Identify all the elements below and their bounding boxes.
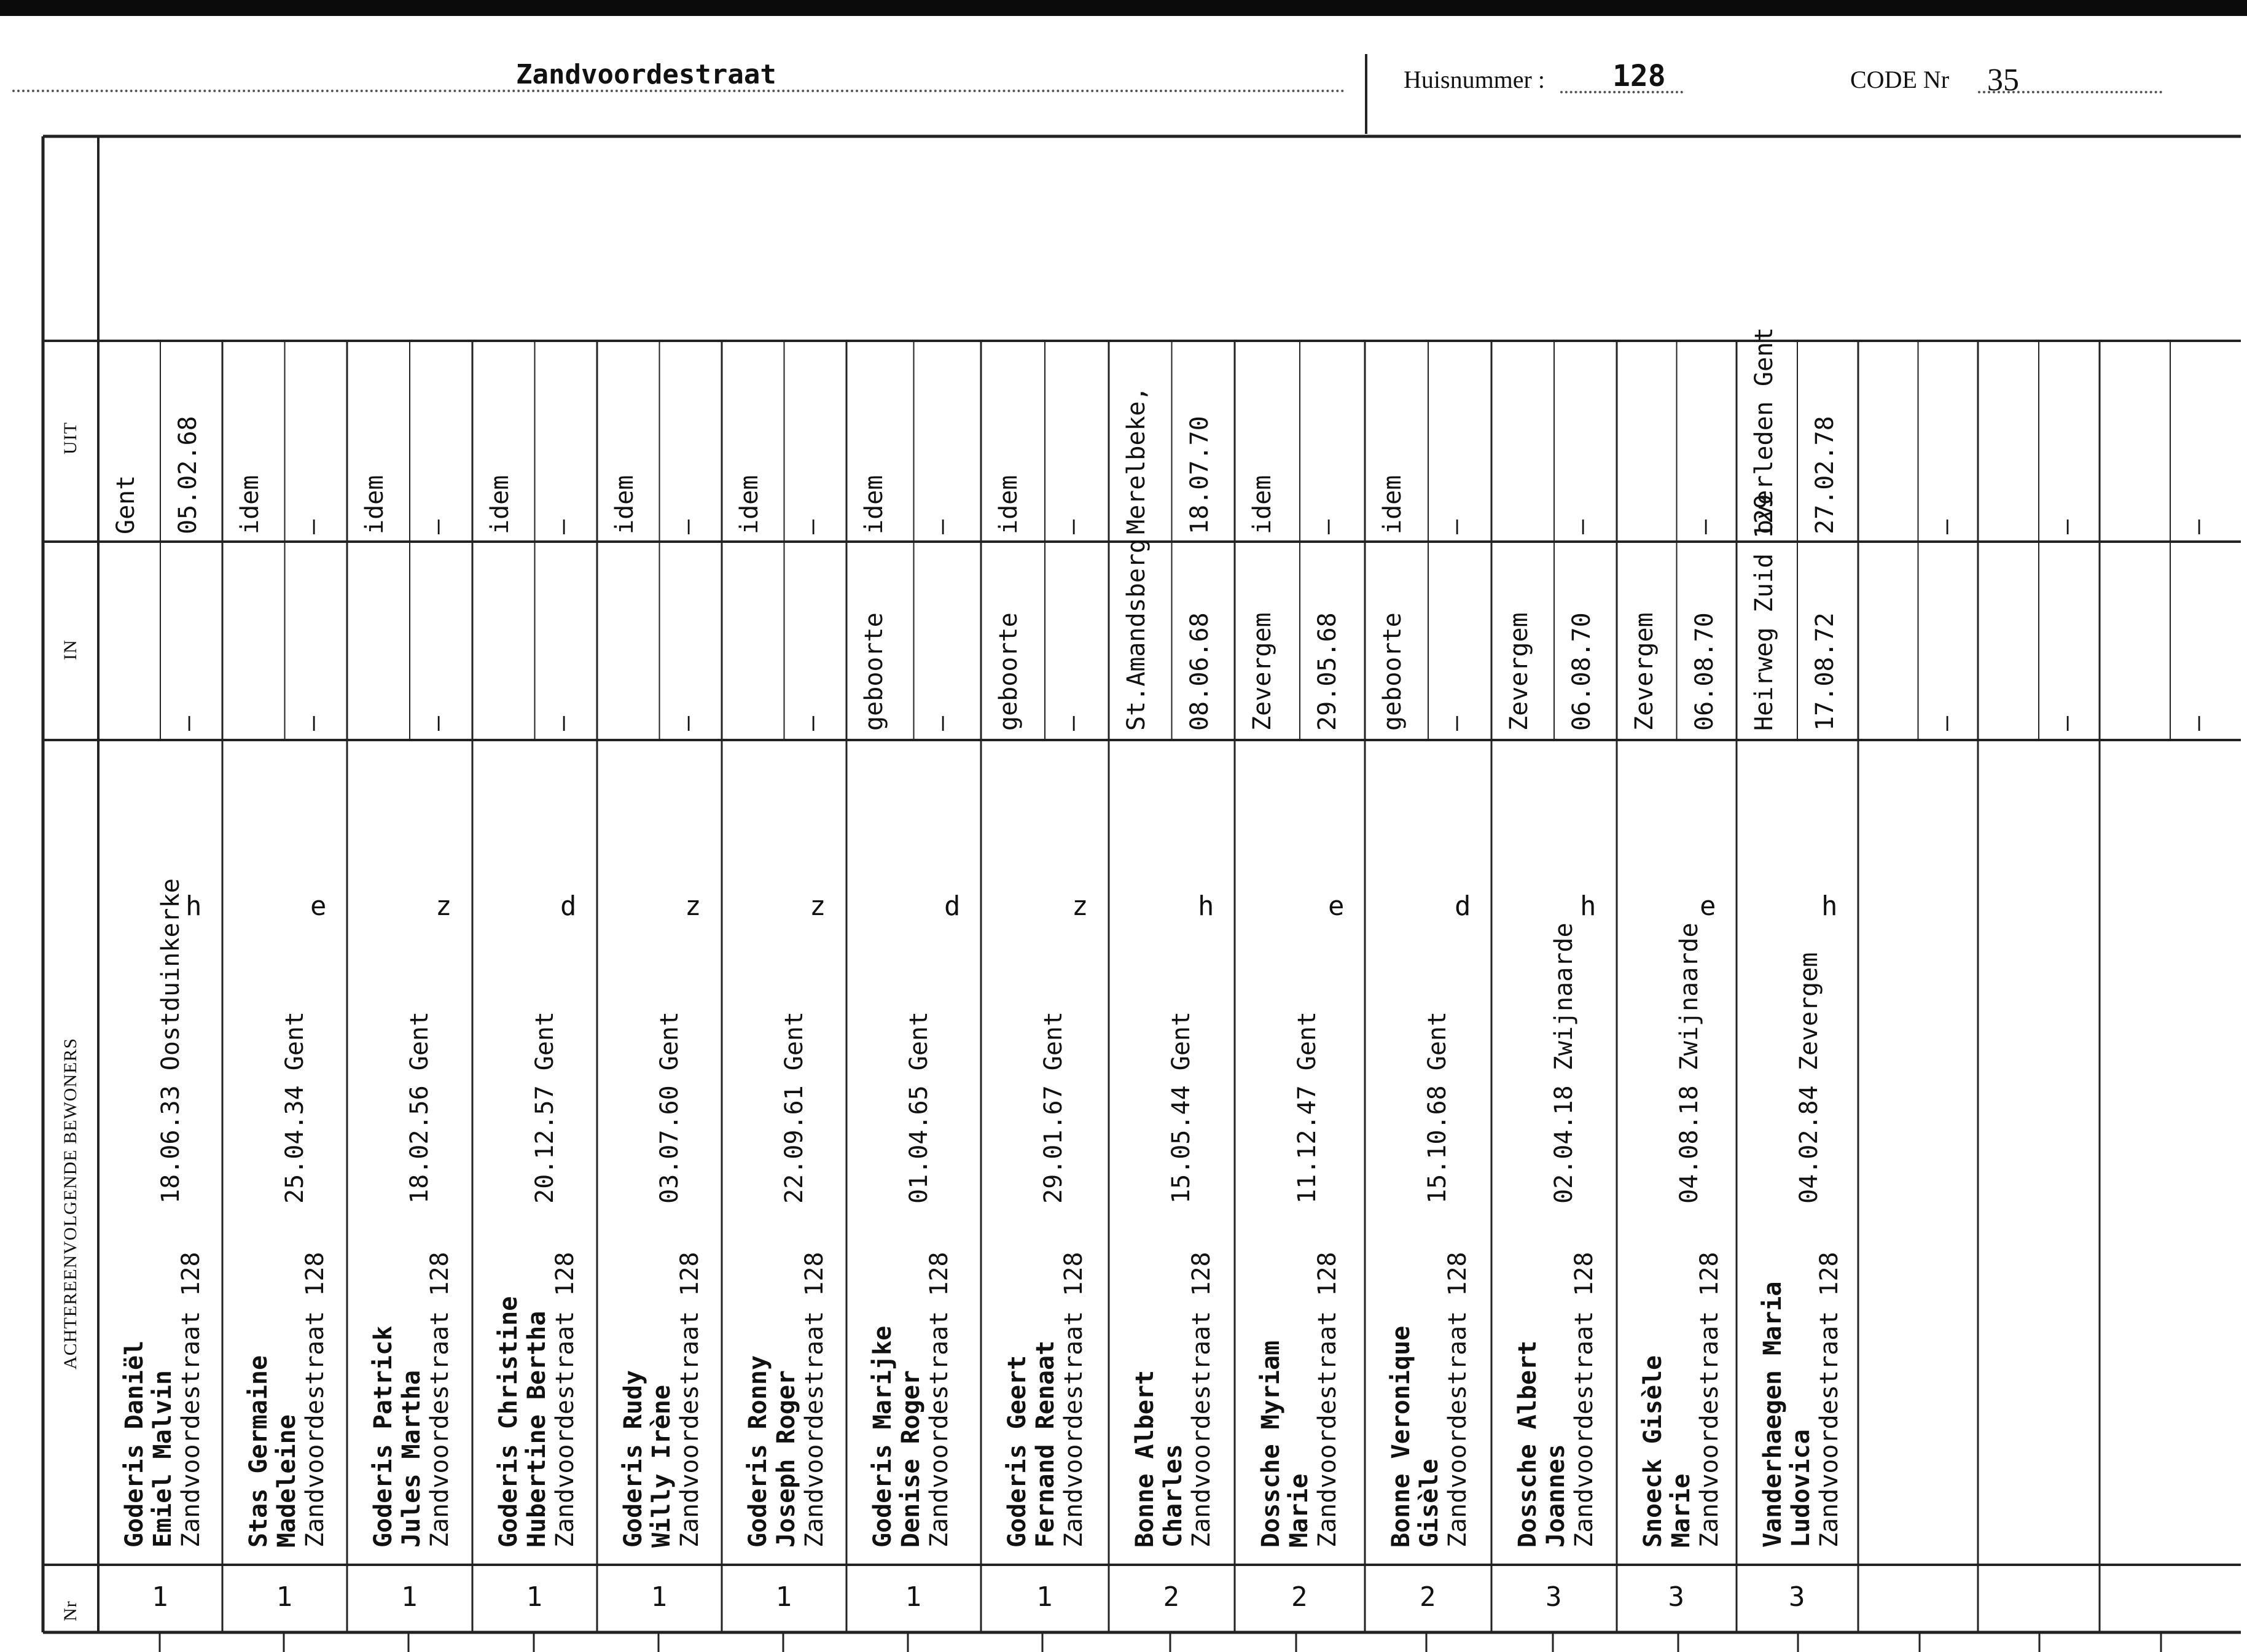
in-date: 06.08.70 [1690,612,1719,731]
uit-date: — [1568,519,1596,534]
resident-given-names: Ludovica [1787,1429,1815,1548]
row-number: 2 [1291,1581,1308,1613]
resident-sex-code: z [810,890,826,922]
resident-given-names: Fernand Renaat [1031,1340,1060,1548]
house-number-label: Huisnummer : [1404,66,1545,93]
uit-destination: overleden Gent [1750,327,1778,534]
resident-address: Zandvoordestraat 128 [1570,1252,1598,1548]
resident-surname: Bonne Albert [1131,1370,1159,1548]
in-date: — [174,715,202,731]
uit-destination: idem [1248,475,1276,534]
section-label-in: IN [60,639,80,660]
resident-given-names: Jules Martha [397,1370,426,1548]
in-date: — [1442,715,1470,731]
resident-address: Zandvoordestraat 128 [551,1252,579,1548]
in-origin: geboorte [860,612,888,731]
row-number: 1 [401,1581,418,1613]
resident-sex-code: h [1198,890,1214,922]
resident-address: Zandvoordestraat 128 [426,1252,454,1548]
resident-sex-code: e [1700,890,1716,922]
uit-destination: idem [611,475,639,534]
resident-address: Zandvoordestraat 128 [800,1252,829,1548]
resident-surname: Goderis Patrick [369,1325,397,1548]
resident-sex-code: d [560,890,577,922]
row-number: 1 [651,1581,667,1613]
resident-address: Zandvoordestraat 128 [1313,1252,1342,1548]
in-origin: geboorte [1378,612,1407,731]
resident-sex-code: h [1580,890,1596,922]
resident-sex-code: e [1328,890,1345,922]
resident-surname: Bonne Veronique [1387,1325,1415,1548]
uit-date: — [797,519,826,534]
resident-surname: Goderis Rudy [619,1370,647,1548]
uit-date: 27.02.78 [1811,416,1839,534]
uit-date: 05.02.68 [174,416,202,534]
resident-birth: 25.04.34 Gent [281,1011,309,1204]
in-origin: Zevergem [1630,612,1659,731]
uit-date-empty: — [2184,519,2212,534]
uit-destination: idem [486,475,514,534]
resident-sex-code: h [1821,890,1838,922]
section-label-bewoners: ACHTEREENVOLGENDE BEWONERS [60,1037,80,1370]
resident-address: Zandvoordestraat 128 [301,1252,329,1548]
in-date-empty: — [1931,715,1960,731]
resident-sex-code: d [1455,890,1471,922]
resident-given-names: Joannes [1542,1444,1570,1548]
resident-birth: 18.06.33 Oostduinkerke [157,878,185,1204]
house-number-value: 128 [1612,59,1666,93]
resident-birth: 20.12.57 Gent [531,1011,559,1204]
in-origin: Heirweg Zuid 129 [1750,494,1778,731]
in-date: 29.05.68 [1313,612,1342,731]
row-number: 1 [526,1581,542,1613]
row-number: 1 [775,1581,792,1613]
in-origin: Zevergem [1505,612,1533,731]
resident-sex-code: d [944,890,961,922]
uit-destination: Gent [112,475,140,534]
in-date-empty: — [2184,715,2212,731]
uit-date-empty: — [1931,519,1960,534]
uit-date: — [927,519,956,534]
resident-address: Zandvoordestraat 128 [177,1252,205,1548]
code-number-value: 35 [1987,63,2019,98]
in-origin: Zevergem [1248,612,1276,731]
resident-given-names: Marie [1667,1473,1695,1548]
resident-birth: 15.05.44 Gent [1167,1011,1195,1204]
uit-date-empty: — [2052,519,2081,534]
uit-date: 18.07.70 [1185,416,1214,534]
resident-address: Zandvoordestraat 128 [1815,1252,1843,1548]
uit-date: — [548,519,577,534]
uit-destination: idem [735,475,764,534]
resident-birth: 18.02.56 Gent [405,1011,434,1204]
resident-address: Zandvoordestraat 128 [1695,1252,1724,1548]
row-number: 1 [152,1581,168,1613]
resident-birth: 04.02.84 Zevergem [1795,952,1823,1204]
resident-sex-code: e [310,890,327,922]
resident-sex-code: z [1072,890,1088,922]
in-date-empty: — [2052,715,2081,731]
resident-given-names: Charles [1159,1444,1187,1548]
in-date: — [423,715,451,731]
section-label-uit: UIT [60,422,80,454]
uit-destination: idem [995,475,1023,534]
resident-surname: Goderis Geert [1003,1355,1031,1548]
row-number: 3 [1789,1581,1805,1613]
row-number: 3 [1546,1581,1562,1613]
resident-birth: 04.08.18 Zwijnaarde [1675,922,1703,1204]
resident-sex-code: h [186,890,202,922]
resident-address: Zandvoordestraat 128 [925,1252,953,1548]
resident-given-names: Denise Roger [897,1370,925,1548]
resident-surname: Snoeck Gisèle [1639,1355,1667,1548]
in-date: — [927,715,956,731]
resident-birth: 02.04.18 Zwijnaarde [1550,922,1578,1204]
row-number: 2 [1420,1581,1436,1613]
in-date: — [298,715,327,731]
in-date: 06.08.70 [1568,612,1596,731]
resident-sex-code: z [436,890,452,922]
resident-birth: 11.12.47 Gent [1293,1011,1321,1204]
resident-surname: Stas Germaine [244,1355,273,1548]
in-origin: geboorte [995,612,1023,731]
row-number: 1 [276,1581,292,1613]
uit-date: — [673,519,701,534]
code-label: CODE Nr [1850,66,1950,93]
resident-address: Zandvoordestraat 128 [676,1252,704,1548]
resident-given-names: Madeleine [273,1414,301,1548]
uit-date: — [1442,519,1470,534]
resident-birth: 29.01.67 Gent [1039,1011,1068,1204]
resident-surname: Goderis Daniël [120,1340,149,1548]
in-date: 17.08.72 [1811,612,1839,731]
uit-date: — [298,519,327,534]
street-name: Zandvoordestraat [516,59,776,90]
resident-address: Zandvoordestraat 128 [1187,1252,1216,1548]
uit-destination: idem [860,475,888,534]
section-label-nr: Nr [60,1600,80,1621]
resident-given-names: Gisèle [1415,1459,1444,1548]
resident-address: Zandvoordestraat 128 [1444,1252,1472,1548]
in-date: — [797,715,826,731]
resident-surname: Goderis Christine [494,1296,523,1548]
resident-given-names: Marie [1285,1473,1313,1548]
uit-destination: idem [361,475,389,534]
row-number: 2 [1163,1581,1179,1613]
resident-given-names: Emiel Malvin [149,1370,177,1548]
resident-birth: 01.04.65 Gent [905,1011,933,1204]
uit-date: — [1313,519,1342,534]
uit-destination: Merelbeke, [1122,386,1151,534]
uit-date: — [423,519,451,534]
resident-surname: Goderis Ronny [744,1355,772,1548]
resident-birth: 03.07.60 Gent [655,1011,684,1204]
in-date: — [673,715,701,731]
uit-destination: idem [1378,475,1407,534]
resident-surname: Goderis Marijke [869,1325,897,1548]
resident-surname: Vanderhaegen Maria [1759,1281,1787,1548]
resident-given-names: Hubertine Bertha [523,1311,551,1548]
uit-destination: idem [236,475,264,534]
in-origin: St.Amandsberg [1122,538,1151,731]
resident-address: Zandvoordestraat 128 [1060,1252,1088,1548]
uit-date: — [1690,519,1719,534]
row-number: 3 [1668,1581,1684,1613]
resident-given-names: Willy Irène [647,1385,676,1548]
resident-surname: Dossche Myriam [1257,1340,1285,1548]
row-number: 1 [905,1581,921,1613]
in-date: — [1058,715,1087,731]
in-date: 08.06.68 [1185,612,1214,731]
resident-birth: 15.10.68 Gent [1423,1011,1452,1204]
resident-surname: Dossche Albert [1514,1340,1542,1548]
resident-sex-code: z [685,890,701,922]
resident-birth: 22.09.61 Gent [780,1011,808,1204]
resident-given-names: Joseph Roger [772,1370,800,1548]
in-date: — [548,715,577,731]
uit-date: — [1058,519,1087,534]
row-number: 1 [1036,1581,1053,1613]
